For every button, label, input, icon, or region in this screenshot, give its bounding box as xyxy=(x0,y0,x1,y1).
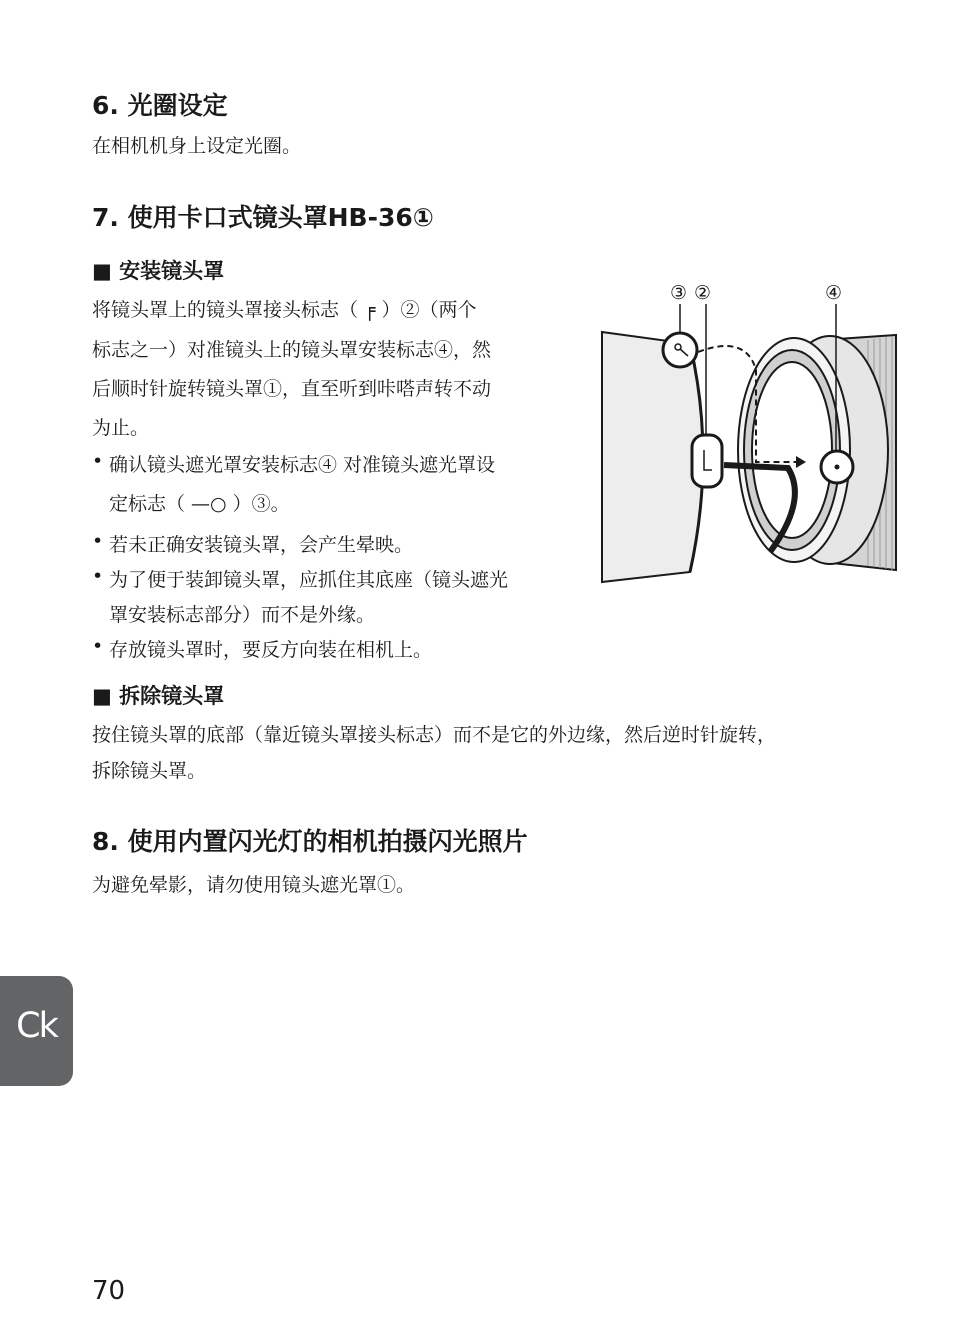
bullet-4: • 存放镜头罩时，要反方向装在相机上。 xyxy=(109,635,432,662)
section-6-body: 在相机机身上设定光圈。 xyxy=(92,135,302,157)
bullet-3-line-1: • 为了便于装卸镜头罩，应抓住其底座（镜头遮光 xyxy=(109,565,508,592)
lens-hood-figure xyxy=(598,280,898,585)
install-line-1: 将镜头罩上的镜头罩接头标志（ ╒ ）②（两个 xyxy=(92,299,477,321)
remove-heading: ■ 拆除镜头罩 xyxy=(92,684,225,708)
remove-line-1: 按住镜头罩的底部（靠近镜头罩接头标志）而不是它的外边缘，然后逆时针旋转， xyxy=(92,724,777,746)
bullet-3-line-2: 罩安装标志部分）而不是外缘。 xyxy=(109,604,376,626)
section-8-title: 8. 使用内置闪光灯的相机拍摄闪光照片 xyxy=(92,827,528,856)
section-6-title: 6. 光圈设定 xyxy=(92,91,228,120)
install-line-3: 后顺时针旋转镜头罩①，直至听到咔嗒声转不动 xyxy=(92,378,492,400)
callout-4: ④ xyxy=(825,282,843,304)
section-7-title: 7. 使用卡口式镜头罩HB-36① xyxy=(92,203,434,232)
install-line-4: 为止。 xyxy=(92,417,150,439)
callout-2: ② xyxy=(694,282,712,304)
section-8-body: 为避免晕影，请勿使用镜头遮光罩①。 xyxy=(92,874,416,896)
bullet-2: • 若未正确安装镜头罩，会产生晕映。 xyxy=(109,530,413,557)
bullet-1-line-1: • 确认镜头遮光罩安装标志④ 对准镜头遮光罩设 xyxy=(109,450,495,477)
install-heading: ■ 安装镜头罩 xyxy=(92,259,225,283)
language-tab xyxy=(0,976,73,1086)
bullet-1-line-2: 定标志（ —○ ）③。 xyxy=(109,493,290,515)
remove-line-2: 拆除镜头罩。 xyxy=(92,760,207,782)
language-tab-label: Ck xyxy=(16,1006,57,1046)
callout-3: ③ xyxy=(670,282,688,304)
page-number: 70 xyxy=(92,1276,126,1306)
install-line-2: 标志之一）对准镜头上的镜头罩安装标志④，然 xyxy=(92,339,492,361)
